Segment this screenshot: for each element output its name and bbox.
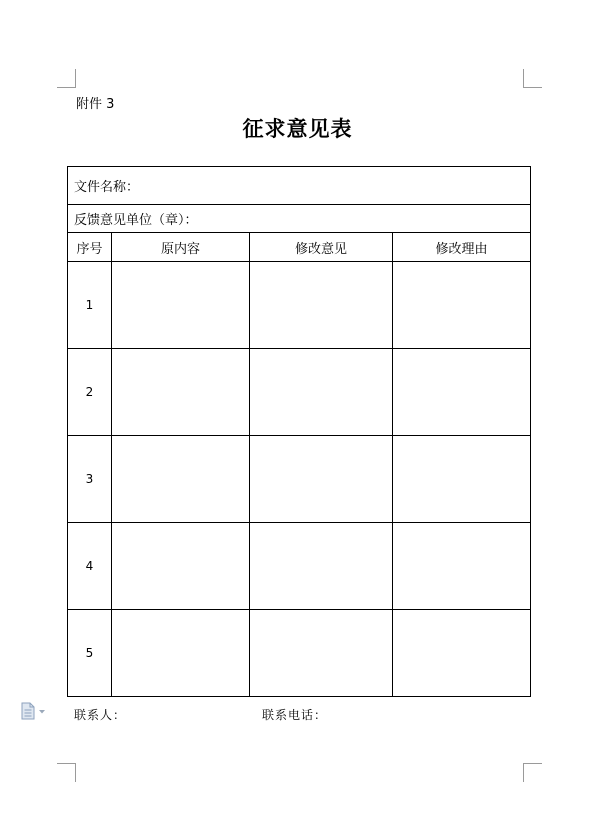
column-header-revision-reason: 修改理由 bbox=[393, 233, 531, 262]
original-content-cell[interactable] bbox=[112, 523, 250, 610]
feedback-unit-label: 反馈意见单位（章）： bbox=[74, 213, 198, 228]
row-number: 5 bbox=[68, 610, 112, 697]
revision-reason-cell[interactable] bbox=[393, 262, 531, 349]
revision-reason-cell[interactable] bbox=[393, 349, 531, 436]
document-menu-button[interactable] bbox=[20, 702, 50, 720]
chevron-down-icon bbox=[39, 710, 45, 714]
page-corner-top-left bbox=[57, 69, 76, 88]
revision-reason-cell[interactable] bbox=[393, 436, 531, 523]
attachment-label: 附件 3 bbox=[76, 97, 115, 112]
original-content-cell[interactable] bbox=[112, 610, 250, 697]
table-row bbox=[68, 349, 531, 436]
row-number: 1 bbox=[68, 262, 112, 349]
revision-opinion-cell[interactable] bbox=[250, 349, 393, 436]
revision-opinion-cell[interactable] bbox=[250, 436, 393, 523]
table-row bbox=[68, 610, 531, 697]
page-corner-bottom-right bbox=[523, 763, 542, 782]
page-title: 征求意见表 bbox=[242, 116, 353, 141]
page-corner-top-right bbox=[523, 69, 542, 88]
document-icon bbox=[20, 702, 50, 720]
feedback-unit-field[interactable] bbox=[68, 205, 531, 233]
row-number: 3 bbox=[68, 436, 112, 523]
revision-opinion-cell[interactable] bbox=[250, 610, 393, 697]
row-number: 2 bbox=[68, 349, 112, 436]
column-header-number: 序号 bbox=[68, 233, 112, 262]
table-row bbox=[68, 523, 531, 610]
original-content-cell[interactable] bbox=[112, 349, 250, 436]
filename-field[interactable] bbox=[68, 167, 531, 205]
original-content-cell[interactable] bbox=[112, 262, 250, 349]
contact-phone-label: 联系电话： bbox=[262, 708, 328, 722]
table-row bbox=[68, 436, 531, 523]
row-number: 4 bbox=[68, 523, 112, 610]
revision-opinion-cell[interactable] bbox=[250, 523, 393, 610]
contact-person-label: 联系人： bbox=[74, 708, 127, 722]
column-header-original-content: 原内容 bbox=[112, 233, 250, 262]
page-corner-bottom-left bbox=[57, 763, 76, 782]
revision-reason-cell[interactable] bbox=[393, 610, 531, 697]
revision-reason-cell[interactable] bbox=[393, 523, 531, 610]
feedback-form-table bbox=[67, 166, 531, 697]
revision-opinion-cell[interactable] bbox=[250, 262, 393, 349]
original-content-cell[interactable] bbox=[112, 436, 250, 523]
table-row bbox=[68, 262, 531, 349]
filename-label: 文件名称： bbox=[74, 180, 140, 195]
column-header-revision-opinion: 修改意见 bbox=[250, 233, 393, 262]
